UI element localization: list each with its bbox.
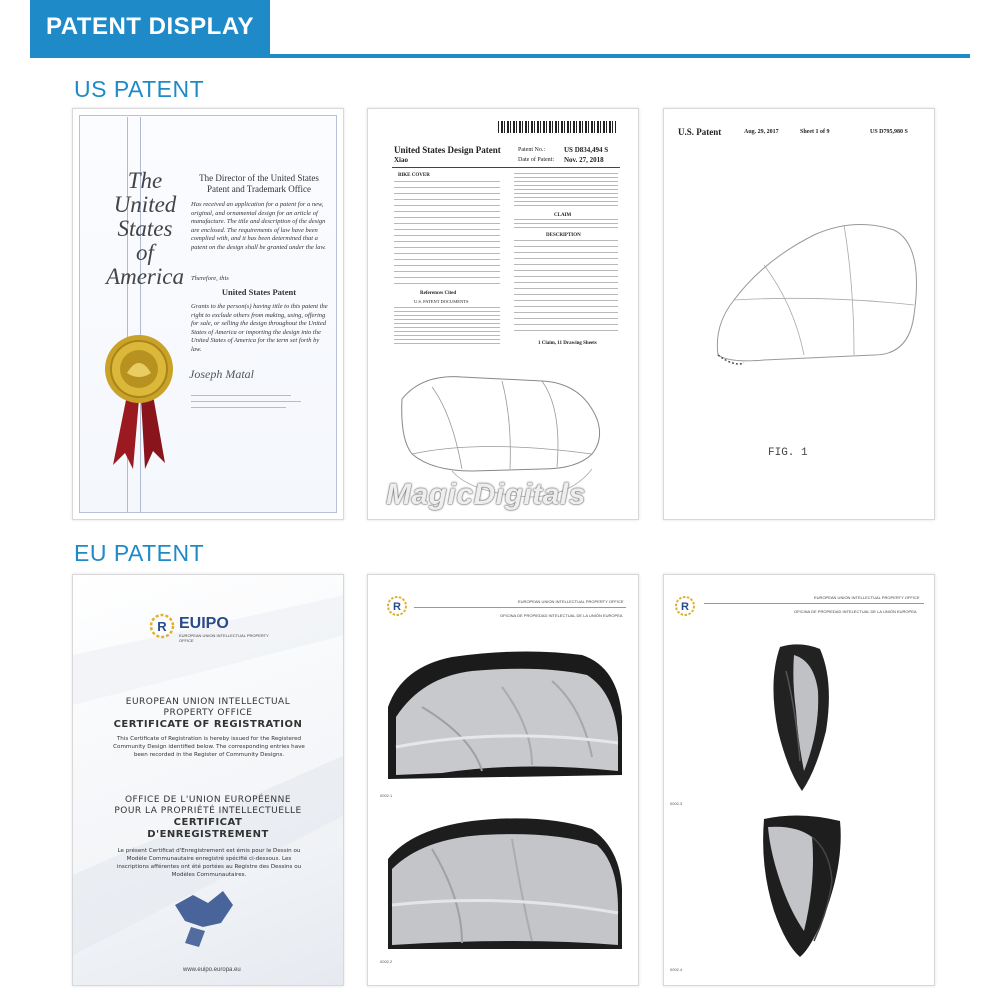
sheet-rule: [414, 607, 626, 608]
right-column-top: [514, 173, 618, 207]
euipo-logo-subtitle: EUROPEAN UNION INTELLECTUAL PROPERTY OFFICE: [179, 633, 269, 643]
sheet-date: Aug. 29, 2017: [744, 129, 779, 135]
emblem-line: The: [127, 168, 163, 193]
svg-text:R: R: [157, 619, 167, 634]
sheet-rule: [704, 603, 924, 604]
references-table: [394, 307, 500, 347]
sheet-count: Sheet 1 of 9: [800, 129, 830, 135]
patent-title: United States Design Patent: [394, 145, 501, 155]
application-paragraph: Has received an application for a patent for a new, original, and ornamental design for an article of manufacture. The title and description of the design are enclosed. The requirements of law have been complied with, and it has been determined that a patent on the design shall be granted under the law.: [191, 201, 326, 251]
fine-print-line: [191, 401, 301, 402]
figure-label: FIG. 1: [768, 447, 808, 459]
header-rule: [392, 167, 620, 168]
us-docs-heading: U.S. PATENT DOCUMENTS: [414, 299, 469, 304]
svg-text:R: R: [681, 601, 689, 613]
eu-design-sheet-a-card[interactable]: [367, 574, 639, 986]
director-signature: Joseph Matal: [189, 367, 254, 381]
view-label-bottom: 0002.4: [670, 967, 683, 972]
eu-certificate-card[interactable]: [72, 574, 344, 986]
view-label-top: 0002.3: [670, 801, 683, 806]
euipo-logo-text: EUIPO: [179, 615, 229, 632]
claims-footer: 1 Claim, 11 Drawing Sheets: [538, 341, 597, 346]
us-certificate-card[interactable]: [72, 108, 344, 520]
page-title: PATENT DISPLAY: [46, 13, 254, 40]
fr-certificate-title: CERTIFICAT: [173, 817, 243, 828]
us-design-patent-card[interactable]: [367, 108, 639, 520]
watermark: MagicDigitals: [386, 478, 586, 511]
fine-print-line: [191, 395, 291, 396]
fr-title-line-1: OFFICE DE L'UNION EUROPÉENNE: [124, 795, 292, 805]
patent-date-label: Date of Patent:: [518, 157, 554, 163]
patent-number: US D834,494 S: [564, 146, 609, 154]
svg-text:R: R: [393, 601, 401, 613]
fr-certificate-body: Le présent Certificat d'Enregistrement est émis pour le Dessin ou Modèle Communautaire enregistré spécifié ci-dessous. Les inscriptions afférentes ont été portées au Registre des Dessins ou Modèles Communautaires.: [116, 848, 302, 878]
patent-no-label: Patent No.:: [518, 147, 545, 153]
sheet-patent-number: US D795,980 S: [870, 129, 908, 135]
view-label-top: 0002.1: [380, 793, 393, 798]
en-title-line-2: PROPERTY OFFICE: [163, 708, 253, 718]
description-heading: DESCRIPTION: [546, 233, 581, 238]
bike-cover-photo-b: [382, 809, 626, 955]
euipo-logo-icon: [386, 595, 408, 617]
page-header-tab: [30, 0, 270, 54]
header-divider: [30, 54, 970, 58]
euipo-logo-icon: [674, 595, 696, 617]
office-title: The Director of the United States Patent and Trademark Office: [199, 173, 319, 194]
euipo-website: www.euipo.europa.eu: [183, 967, 241, 973]
references-heading: References Cited: [420, 291, 457, 296]
emblem-line: States: [117, 216, 173, 241]
patent-date: Nov. 27, 2018: [564, 156, 604, 164]
euipo-logo-icon: [149, 613, 175, 639]
office-name-es: OFICINA DE PROPIEDAD INTELECTUAL DE LA UNIÓN EUROPEA: [794, 609, 917, 614]
us-patent-heading: US PATENT: [74, 76, 205, 102]
bike-cover-rear-view-photo: [756, 811, 848, 961]
en-certificate-title: CERTIFICATE OF REGISTRATION: [113, 719, 303, 730]
en-certificate-body: This Certificate of Registration is hereby issued for the Registered Community Design identified below. The corresponding entries have been recorded in the Register of Community Designs.: [113, 736, 305, 758]
gold-seal-icon: [99, 333, 179, 473]
office-name-en: EUROPEAN UNION INTELLECTUAL PROPERTY OFFICE: [518, 599, 624, 604]
fr-certificate-subtitle: D'ENREGISTREMENT: [147, 829, 269, 840]
grant-paragraph: Grants to the person(s) having title to this patent the right to exclude others from making, using, offering for sale, or selling the design throughout the United States of America or importing the design into the United States of America for the term set forth by law.: [191, 303, 328, 353]
field-title: BIKE COVER: [398, 173, 430, 178]
office-name-es: OFICINA DE PROPIEDAD INTELECTUAL DE LA UNIÓN EUROPEA: [500, 613, 623, 618]
emblem-line: of: [136, 240, 154, 265]
emblem-line: United: [113, 192, 177, 217]
fr-title-line-2: POUR LA PROPRIÉTÉ INTELLECTUELLE: [114, 806, 302, 816]
bike-cover-photo-a: [382, 647, 626, 787]
therefore-text: Therefore, this: [191, 275, 229, 282]
view-label-bottom: 0002.2: [380, 959, 393, 964]
inventor-name: Xiao: [394, 156, 408, 164]
office-name-en: EUROPEAN UNION INTELLECTUAL PROPERTY OFFICE: [814, 595, 920, 600]
en-title-line-1: EUROPEAN UNION INTELLECTUAL: [125, 697, 291, 707]
claim-text: [514, 219, 618, 231]
bike-cover-front-view-photo: [760, 641, 840, 797]
eu-patent-heading: EU PATENT: [74, 540, 205, 566]
us-emblem-text: [95, 169, 195, 289]
claim-heading: CLAIM: [554, 213, 572, 218]
left-column-text: [394, 181, 500, 289]
description-text: [514, 240, 618, 336]
us-drawing-sheet-card[interactable]: [663, 108, 935, 520]
emblem-line: America: [106, 264, 184, 289]
patent-name: United States Patent: [221, 287, 297, 297]
eu-design-sheet-b-card[interactable]: [663, 574, 935, 986]
sheet-header-label: U.S. Patent: [678, 127, 722, 137]
bike-cover-figure-drawing: [704, 205, 934, 385]
fine-print-line: [191, 407, 286, 408]
barcode: [498, 121, 616, 133]
